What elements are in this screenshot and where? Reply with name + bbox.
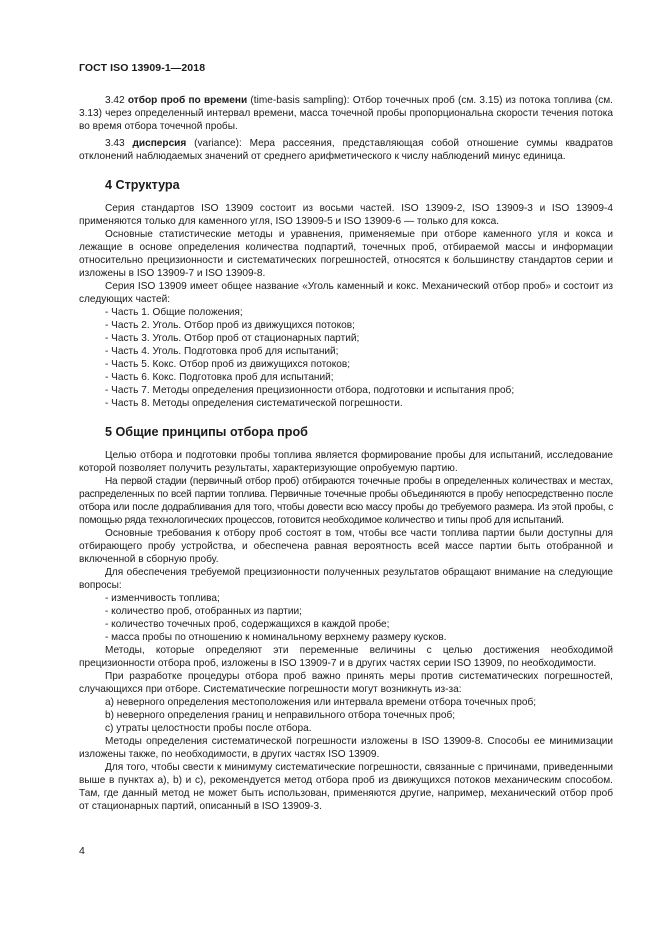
page-content <box>79 94 613 813</box>
list-item: c) утраты целостности пробы после отбора. <box>105 723 312 734</box>
list-item: b) неверного определения границ и неправильного отбора точечных проб; <box>105 710 456 721</box>
paragraph: Целью отбора и подготовки пробы топлива является формирование пробы для испытаний, исследование которой позволяет получить результаты, характеризующие опробуемую партию. <box>79 450 613 474</box>
list-item: - Часть 7. Методы определения прецизионности отбора, подготовки и испытания проб; <box>105 384 613 397</box>
definition-3-43 <box>79 137 613 163</box>
paragraph: Серия ISO 13909 имеет общее название «Уголь каменный и кокс. Механический отбор проб» и состоит из следующих частей: <box>79 281 613 305</box>
paragraph: Для того, чтобы свести к минимуму систематические погрешности, связанные с причинами, приведенными выше в пунктах а), b) и с), рекомендуется метод отбора проб из движущихся потоков механическим способом. Там, где данный метод не может быть использован, применяются другие, например, механический отбор проб от стационарных партий, описанный в ISO 13909-3. <box>79 762 613 812</box>
section-heading-sampling-principles: 5 Общие принципы отбора проб <box>105 425 308 439</box>
list-item: - Часть 8. Методы определения систематической погрешности. <box>105 397 613 410</box>
causes-list <box>79 696 613 735</box>
section-heading-structure: 4 Структура <box>105 178 180 192</box>
paragraph: Основные требования к отбору проб состоят в том, чтобы все части топлива партии были доступны для отбирающего пробу устройства, и обеспечена равная вероятность всей массе партии быть отобранной и включенной в сборную пробу. <box>79 528 613 565</box>
list-item: - масса пробы по отношению к номинальному верхнему размеру кусков. <box>105 631 613 644</box>
definition-number: 3.43 <box>105 138 125 149</box>
list-item: а) неверного определения местоположения или интервала времени отбора точечных проб; <box>105 697 537 708</box>
paragraph: При разработке процедуры отбора проб важно принять меры против систематических погрешностей, случающихся при отборе. Систематические погрешности могут возникнуть из-за: <box>79 671 613 695</box>
definition-text: (time-basis sampling): Отбор точечных проб (см. 3.15) из потока топлива (см. 3.13) через определенный интервал времени, масса точечной пробы пропорциональна скорости течения потока во время отбора точечной пробы. <box>79 95 613 132</box>
parts-list <box>79 306 613 410</box>
list-item: - изменчивость топлива; <box>105 592 613 605</box>
list-item: - Часть 1. Общие положения; <box>105 306 613 319</box>
list-item: - количество проб, отобранных из партии; <box>105 605 613 618</box>
list-item: - Часть 3. Уголь. Отбор проб от стационарных партий; <box>105 332 613 345</box>
list-item: - Часть 4. Уголь. Подготовка проб для испытаний; <box>105 345 613 358</box>
paragraph: Методы, которые определяют эти переменные величины с целью достижения необходимой прецизионности отбора проб, изложены в ISO 13909-7 и в других частях серии ISO 13909, по необходимости. <box>79 645 613 669</box>
paragraph: Методы определения систематической погрешности изложены в ISO 13909-8. Способы ее минимизации изложены также, по необходимости, в других частях ISO 13909. <box>79 736 613 760</box>
definition-term: отбор проб по времени <box>127 95 248 106</box>
definition-term: дисперсия <box>132 138 187 149</box>
paragraph: На первой стадии (первичный отбор проб) отбираются точечные пробы в определенных количествах и местах, распределенных по всей партии топлива. Первичные точечные пробы объединяются в пробу непосредственно после отбора или после додрабливания для того, чтобы довести всю массу пробы до требуемого размера. Из этой пробы, с помощью ряда технологических процессов, готовится необходимое количество и типы проб для испытаний. <box>79 476 613 526</box>
list-item: - Часть 2. Уголь. Отбор проб из движущихся потоков; <box>105 319 613 332</box>
definition-text: (variance): Мера рассеяния, представляющая собой отношение суммы квадратов отклонений наблюдаемых значений от среднего арифметического к числу наблюдений минус единица. <box>79 138 613 162</box>
list-item: - Часть 5. Кокс. Отбор проб из движущихся потоков; <box>105 358 613 371</box>
paragraph: Для обеспечения требуемой прецизионности полученных результатов обращают внимание на следующие вопросы: <box>79 567 613 591</box>
list-item: - количество точечных проб, содержащихся в каждой пробе; <box>105 618 613 631</box>
issues-list <box>79 592 613 644</box>
standard-designation: ГОСТ ISO 13909-1—2018 <box>79 62 206 74</box>
paragraph: Серия стандартов ISO 13909 состоит из восьми частей. ISO 13909-2, ISO 13909-3 и ISO 13909-4 применяются только для каменного угля, ISO 13909-5 и ISO 13909-6 — только для кокса. <box>79 203 613 227</box>
list-item: - Часть 6. Кокс. Подготовка проб для испытаний; <box>105 371 613 384</box>
paragraph: Основные статистические методы и уравнения, применяемые при отборе каменного угля и кокса и лежащие в основе определения количества подпартий, точечных проб, отбираемой массы и информации относительно прецизионности и систематических погрешностей, относятся к большинству стандартов серии и изложены в ISO 13909-7 и ISO 13909-8. <box>79 229 613 279</box>
definition-number: 3.42 <box>105 95 125 106</box>
definition-3-42 <box>79 94 613 133</box>
page-number: 4 <box>79 845 85 857</box>
